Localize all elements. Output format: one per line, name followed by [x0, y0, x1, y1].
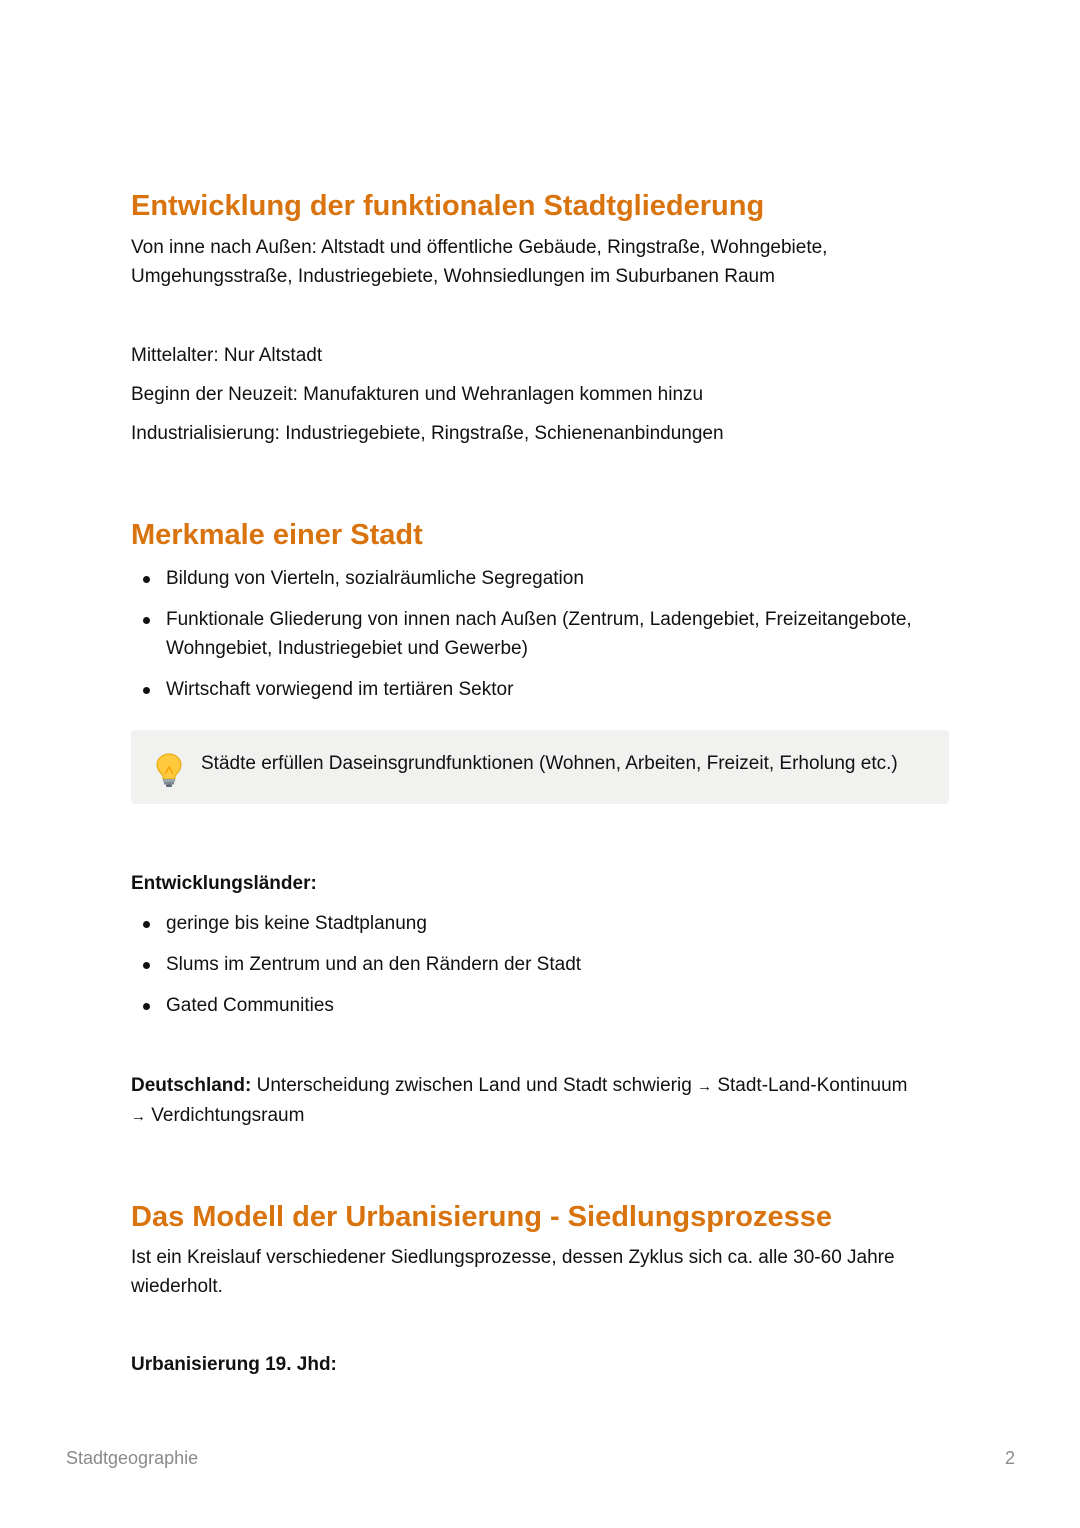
- entwicklungslaender-list: [131, 909, 951, 1032]
- list-item: Bildung von Vierteln, sozialräumliche Segregation: [131, 564, 951, 593]
- list-item: Funktionale Gliederung von innen nach Außen (Zentrum, Ladengebiet, Freizeitangebote, Wohngebiet, Industriegebiet und Gewerbe): [131, 605, 951, 663]
- deutschland-text-b: Stadt-Land-Kontinuum: [712, 1075, 908, 1096]
- urbanisierung-sub-label: Urbanisierung 19. Jhd:: [131, 1354, 337, 1375]
- merkmale-list: [131, 564, 951, 716]
- list-item: geringe bis keine Stadtplanung: [131, 909, 951, 938]
- page-number: 2: [1004, 1448, 1015, 1468]
- footer-title: Stadtgeographie: [66, 1448, 199, 1468]
- deutschland-paragraph: [131, 1071, 951, 1131]
- callout-text: Städte erfüllen Daseinsgrundfunktionen (Wohnen, Arbeiten, Freizeit, Erholung etc.): [201, 753, 898, 774]
- arrow-right-icon: →: [697, 1078, 713, 1095]
- entwicklung-intro: Von inne nach Außen: Altstadt und öffentliche Gebäude, Ringstraße, Wohngebiete, Umgehungsstraße, Industriegebiete, Wohnsiedlungen im Suburbanen Raum: [131, 237, 828, 287]
- callout-box: [131, 730, 949, 804]
- deutschland-text-c: Verdichtungsraum: [146, 1105, 305, 1126]
- entwicklungslaender-label: Entwicklungsländer:: [131, 873, 317, 894]
- heading-entwicklung: Entwicklung der funktionalen Stadtgliederung: [131, 190, 765, 222]
- entwicklung-line-1: Mittelalter: Nur Altstadt: [131, 345, 323, 366]
- entwicklung-line-3: Industrialisierung: Industriegebiete, Ringstraße, Schienenanbindungen: [131, 423, 724, 444]
- deutschland-text-a: Unterscheidung zwischen Land und Stadt schwierig: [251, 1075, 698, 1096]
- list-item: Slums im Zentrum und an den Rändern der Stadt: [131, 950, 951, 979]
- heading-urbanisierung: Das Modell der Urbanisierung - Siedlungsprozesse: [131, 1201, 832, 1233]
- deutschland-label: Deutschland:: [131, 1075, 252, 1096]
- bullet-icon: [143, 576, 150, 583]
- entwicklung-line-2: Beginn der Neuzeit: Manufakturen und Wehranlagen kommen hinzu: [131, 384, 704, 405]
- list-item: Wirtschaft vorwiegend im tertiären Sektor: [131, 675, 951, 704]
- bullet-icon: [143, 962, 150, 969]
- bullet-icon: [143, 921, 150, 928]
- bullet-icon: [143, 1003, 150, 1010]
- bullet-icon: [143, 617, 150, 624]
- bullet-icon: [143, 687, 150, 694]
- urbanisierung-intro: Ist ein Kreislauf verschiedener Siedlungsprozesse, dessen Zyklus sich ca. alle 30-60 Jahre wiederholt.: [131, 1247, 895, 1297]
- lightbulb-icon: [153, 752, 185, 788]
- arrow-right-icon: →: [131, 1108, 146, 1125]
- heading-merkmale: Merkmale einer Stadt: [131, 519, 423, 551]
- list-item: Gated Communities: [131, 991, 951, 1020]
